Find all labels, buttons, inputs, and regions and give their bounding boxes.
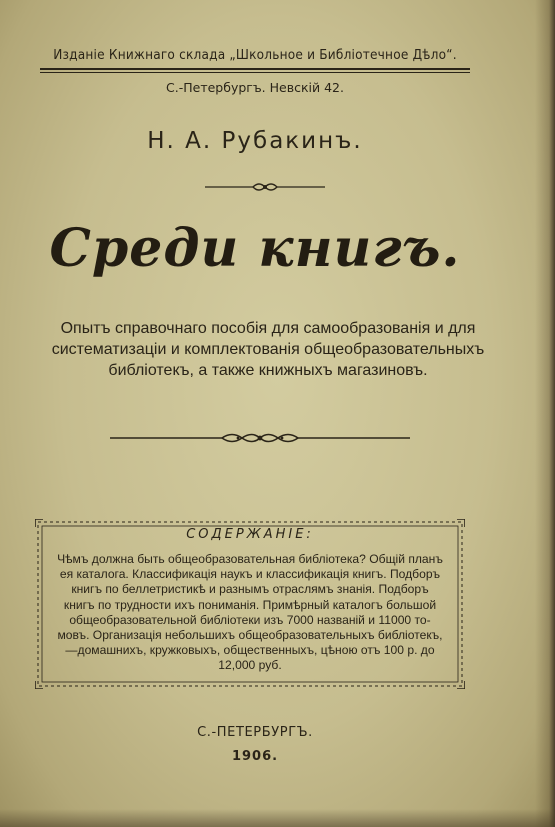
contents-line: 12,000 руб. bbox=[218, 658, 282, 673]
contents-line: —домашнихъ, кружковыхъ, общественныхъ, цѣною отъ 100 р. до bbox=[65, 643, 435, 658]
imprint-city: С.-ПЕТЕРБУРГЪ. bbox=[197, 725, 313, 740]
author-name: Н. А. Рубакинъ. bbox=[147, 128, 363, 154]
contents-line: ея каталога. Классификація наукъ и классификація книгъ. Подборъ bbox=[59, 567, 441, 582]
contents-line: мовъ. Организація небольшихъ общеобразовательныхъ библіотекъ, bbox=[57, 628, 443, 643]
subtitle-line: библіотекъ, а также книжныхъ магазиновъ. bbox=[108, 362, 428, 379]
book-title: Среди книгъ. bbox=[49, 218, 461, 279]
large-ornament-divider bbox=[110, 430, 410, 446]
worn-right-edge bbox=[535, 0, 555, 827]
contents-line: общеобразовательной библіотеки изъ 7000 названій и 11000 то- bbox=[69, 612, 431, 627]
worn-bottom-edge bbox=[0, 809, 555, 827]
book-subtitle bbox=[36, 318, 500, 381]
imprint-year: 1906. bbox=[231, 749, 279, 764]
contents-text bbox=[50, 552, 450, 674]
publisher-address: С.-Петербургъ. Невскій 42. bbox=[166, 80, 344, 95]
publisher-line: Изданіе Книжнаго склада „Школьное и Библіотечное Дѣло“. bbox=[53, 47, 457, 63]
contents-heading: СОДЕРЖАНІЕ: bbox=[186, 527, 314, 542]
contents-line: книгъ по трудности ихъ пониманія. Примѣрный каталогъ большой bbox=[63, 597, 437, 612]
contents-line: книгъ по беллетристикѣ и разнымъ отраслямъ знанія. Подборъ bbox=[71, 582, 429, 597]
publisher-rule-thin bbox=[40, 72, 470, 73]
publisher-rule-thick bbox=[40, 68, 470, 70]
contents-line: Чѣмъ должна быть общеобразовательная библіотека? Общій планъ bbox=[57, 552, 443, 566]
subtitle-line: систематизаціи и комплектованія общеобразовательныхъ bbox=[51, 341, 485, 358]
subtitle-line: Опытъ справочнаго пособія для самообразованія и для bbox=[60, 320, 476, 337]
small-ornament-divider bbox=[205, 180, 325, 194]
contents-box bbox=[35, 519, 465, 689]
